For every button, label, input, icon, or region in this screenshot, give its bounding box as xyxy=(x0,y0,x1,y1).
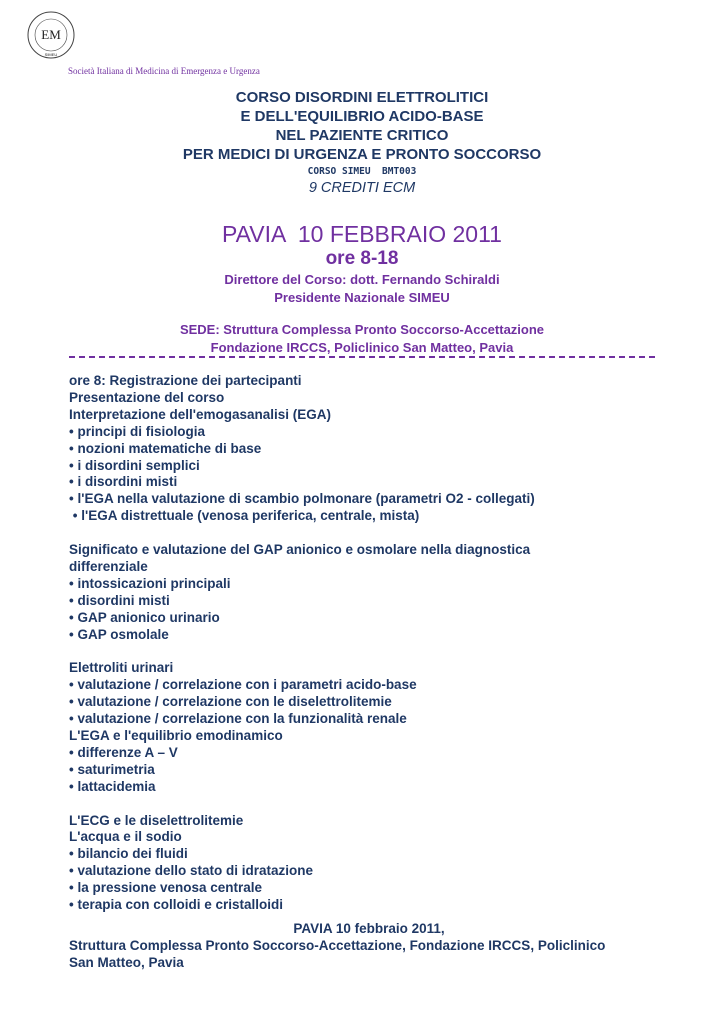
title-line: NEL PAZIENTE CRITICO xyxy=(275,127,449,144)
title-line: E DELL'EQUILIBRIO ACIDO-BASE xyxy=(240,108,484,125)
course-code: CORSO SIMEU BMT003 xyxy=(307,166,417,177)
course-hours: ore 8-18 xyxy=(325,248,399,269)
title-line: CORSO DISORDINI ELETTROLITICI xyxy=(235,89,489,106)
program-item: • nozioni matematiche di base xyxy=(69,440,262,456)
program-item: • terapia con colloidi e cristalloidi xyxy=(69,897,284,913)
program-item: Interpretazione dell'emogasanalisi (EGA) xyxy=(69,406,332,422)
program-item: ore 8: Registrazione dei partecipanti xyxy=(69,373,302,388)
program-item: • disordini misti xyxy=(69,592,170,608)
program-item: • valutazione / correlazione con le diselettrolitemie xyxy=(69,694,392,710)
program-item: • GAP osmolale xyxy=(69,626,169,642)
footer-venue: Struttura Complessa Pronto Soccorso-Accettazione, Fondazione IRCCS, Policlinico xyxy=(69,938,606,953)
sede-line: Fondazione IRCCS, Policlinico San Matteo, Pavia xyxy=(210,340,514,355)
course-title xyxy=(0,88,724,164)
program-item: • la pressione venosa centrale xyxy=(69,880,263,896)
logo-mark: EM xyxy=(41,27,61,42)
program-spacer xyxy=(69,643,669,660)
program-item: • i disordini misti xyxy=(69,474,178,490)
footer xyxy=(69,920,669,971)
title-line: PER MEDICI DI URGENZA E PRONTO SOCCORSO xyxy=(182,146,542,163)
program-item: differenziale xyxy=(69,558,148,574)
program-item: • saturimetria xyxy=(69,761,155,777)
director-line: Presidente Nazionale SIMEU xyxy=(274,290,450,305)
program-list xyxy=(69,373,669,914)
program-item: L'EGA e l'equilibrio emodinamico xyxy=(69,728,283,743)
program-item: • valutazione / correlazione con i parametri acido-base xyxy=(69,677,417,693)
city-date: PAVIA 10 FEBBRAIO 2011 xyxy=(222,221,502,247)
program-item: Presentazione del corso xyxy=(69,389,225,405)
program-item: • i disordini semplici xyxy=(69,457,200,473)
program-spacer xyxy=(69,796,669,813)
program-item: Elettroliti urinari xyxy=(69,660,174,676)
program-item: • lattacidemia xyxy=(69,778,156,794)
credits: 9 CREDITI ECM xyxy=(308,180,416,196)
program-spacer xyxy=(69,525,669,542)
program-item: L'ECG e le diselettrolitemie xyxy=(69,812,244,828)
sede-block xyxy=(0,321,724,357)
program-item: Significato e valutazione del GAP anionico e osmolare nella diagnostica xyxy=(69,542,531,558)
program-item: • GAP anionico urinario xyxy=(69,609,220,625)
footer-date: PAVIA 10 febbraio 2011, xyxy=(293,921,445,936)
program-item: • valutazione / correlazione con la funzionalità renale xyxy=(69,711,407,727)
sede-line: SEDE: Struttura Complessa Pronto Soccorso-Accettazione xyxy=(179,322,545,337)
program-item: L'acqua e il sodio xyxy=(69,829,182,845)
program-item: • l'EGA distrettuale (venosa periferica, centrale, mista) xyxy=(69,508,420,524)
footer-venue-cont: San Matteo, Pavia xyxy=(69,955,184,970)
program-item: • valutazione dello stato di idratazione xyxy=(69,863,314,879)
logo-bottom-text: SIMEU xyxy=(44,52,58,57)
program-item: • l'EGA nella valutazione di scambio polmonare (parametri O2 - collegati) xyxy=(69,491,535,507)
dashed-divider xyxy=(69,356,655,358)
simeu-logo xyxy=(26,10,76,60)
director-line: Direttore del Corso: dott. Fernando Schiraldi xyxy=(224,272,500,287)
program-item: • intossicazioni principali xyxy=(69,575,231,591)
society-name: Società Italiana di Medicina di Emergenza e Urgenza xyxy=(68,66,260,76)
director-block xyxy=(0,271,724,307)
program-item: • bilancio dei fluidi xyxy=(69,846,188,862)
program-item: • principi di fisiologia xyxy=(69,423,205,439)
program-item: • differenze A – V xyxy=(69,744,178,760)
